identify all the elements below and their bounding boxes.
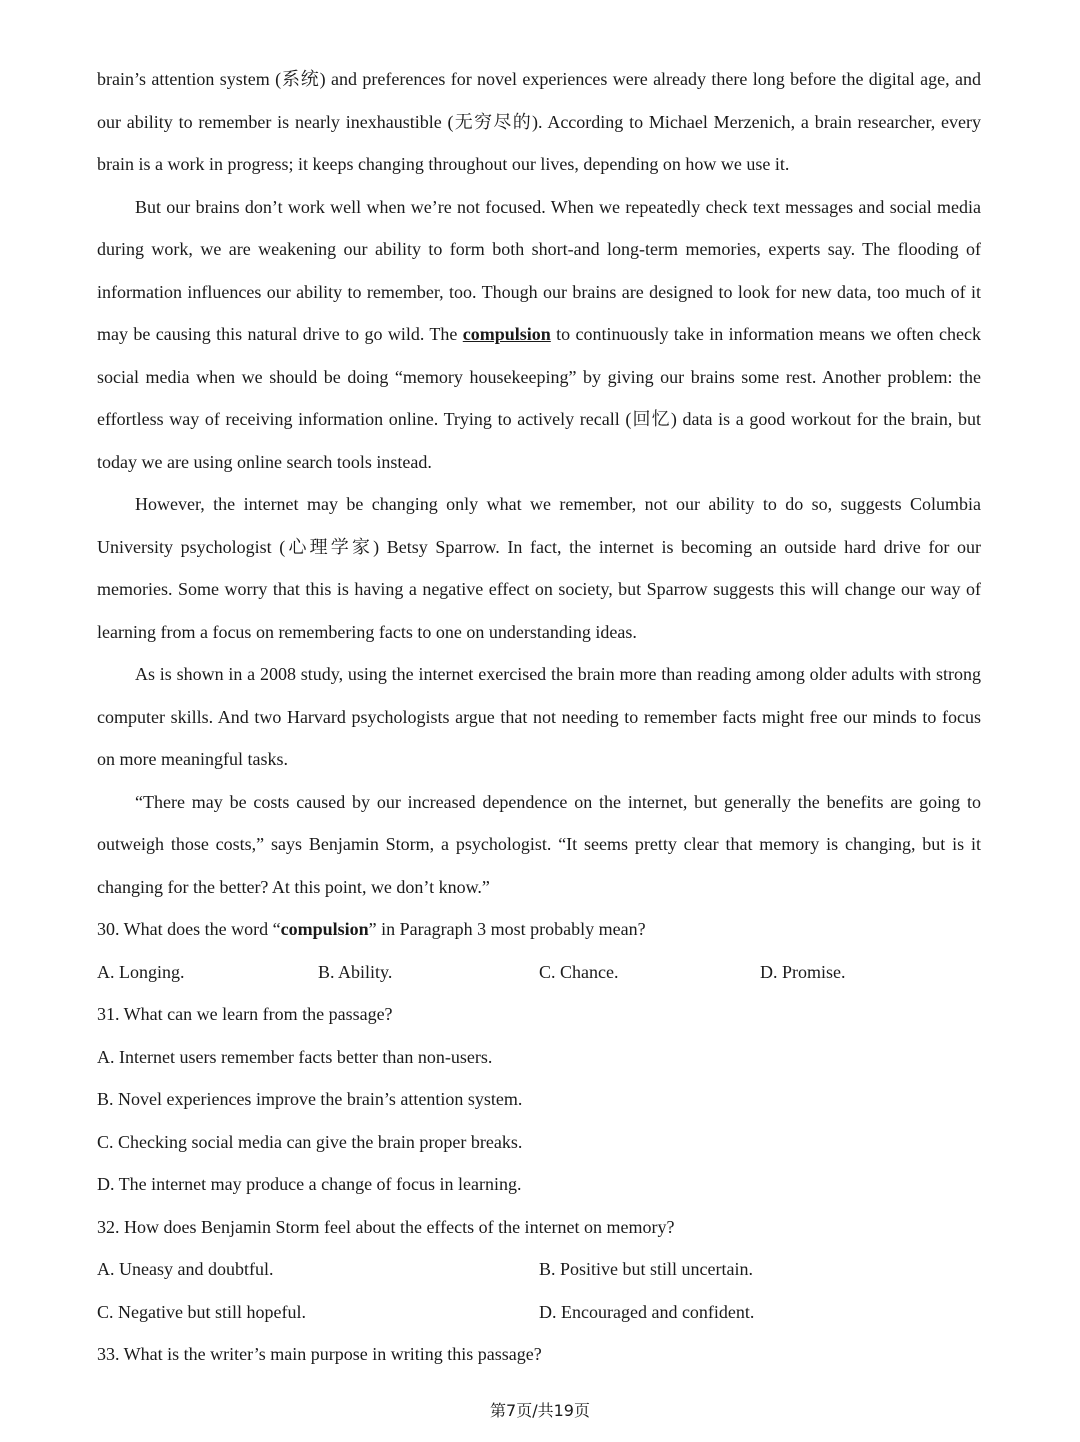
option-d: D. The internet may produce a change of focus in learning. <box>97 1174 522 1194</box>
paragraph-5: “There may be costs caused by our increased dependence on the internet, but generally the benefits are going to outweigh those costs,” says Benjamin Storm, a psychologist. “It seems pretty clear that memory is changing, but is it changing for the better? At this point, we don’t know.” <box>97 791 981 897</box>
question-32-options-row-2 <box>97 1291 981 1334</box>
question-32: 32. How does Benjamin Storm feel about the effects of the internet on memory? <box>97 1216 675 1237</box>
question-30-options <box>97 951 981 994</box>
paragraph-3: However, the internet may be changing only what we remember, not our ability to do so, suggests Columbia University psychologist (心理学家) Betsy Sparrow. In fact, the internet is becoming an outside hard drive for our memories. Some worry that this is having a negative effect on society, but Sparrow suggests this will change our way of learning from a focus on remembering facts to one on understanding ideas. <box>97 494 981 642</box>
question-30-before: 30. What does the word “ <box>97 919 281 939</box>
paragraph-2-text-after: to continuously take in information means we often check social media when we should be doing “memory housekeeping” by giving our brains some rest. Another problem: the effortless way of receiving information online. Trying to actively recall (回忆) data is a good workout for the brain, but today we are using online search tools instead. <box>97 324 982 472</box>
question-30 <box>97 908 981 951</box>
question-list <box>97 908 981 1376</box>
option-a: A. Internet users remember facts better than non-users. <box>97 1046 493 1067</box>
paragraph-1: brain’s attention system (系统) and preferences for novel experiences were already there long before the digital age, and our ability to remember is nearly inexhaustible (无穷尽的). According to Michael Merzenich, a brain researcher, every brain is a work in progress; it keeps changing throughout our lives, depending on how we use it. <box>97 69 981 174</box>
question-30-after: ” in Paragraph 3 most probably mean? <box>368 919 646 939</box>
option-d: D. Promise. <box>760 961 846 982</box>
option-d: D. Encouraged and confident. <box>539 1301 755 1322</box>
option-b: B. Positive but still uncertain. <box>539 1259 753 1279</box>
question-32-options-row-1 <box>97 1248 981 1291</box>
option-c: C. Checking social media can give the brain proper breaks. <box>97 1131 523 1152</box>
option-b: B. Ability. <box>318 961 393 982</box>
keyword-compulsion: compulsion <box>462 324 551 344</box>
question-30-keyword: compulsion <box>280 919 369 939</box>
paragraph-2 <box>97 186 981 484</box>
page-number: 第7页/共19页 <box>490 1401 590 1420</box>
option-a: A. Uneasy and doubtful. <box>97 1259 274 1279</box>
option-c: C. Chance. <box>539 961 619 982</box>
paragraph-4: As is shown in a 2008 study, using the internet exercised the brain more than reading among older adults with strong computer skills. And two Harvard psychologists argue that not needing to remember facts might free our minds to focus on more meaningful tasks. <box>97 664 981 769</box>
reading-passage <box>97 58 981 908</box>
question-31: 31. What can we learn from the passage? <box>97 1004 393 1024</box>
question-33: 33. What is the writer’s main purpose in writing this passage? <box>97 1344 542 1364</box>
option-b: B. Novel experiences improve the brain’s attention system. <box>97 1089 523 1109</box>
paragraph-2-text-before: But our brains don’t work well when we’re not focused. When we repeatedly check text messages and social media during work, we are weakening our ability to form both short-and long-term memories, experts say. The flooding of information influences our ability to remember, too. Though our brains are designed to look for new data, too much of it may be causing this natural drive to go wild. The <box>97 196 981 344</box>
option-c: C. Negative but still hopeful. <box>97 1301 306 1322</box>
option-a: A. Longing. <box>97 961 185 982</box>
